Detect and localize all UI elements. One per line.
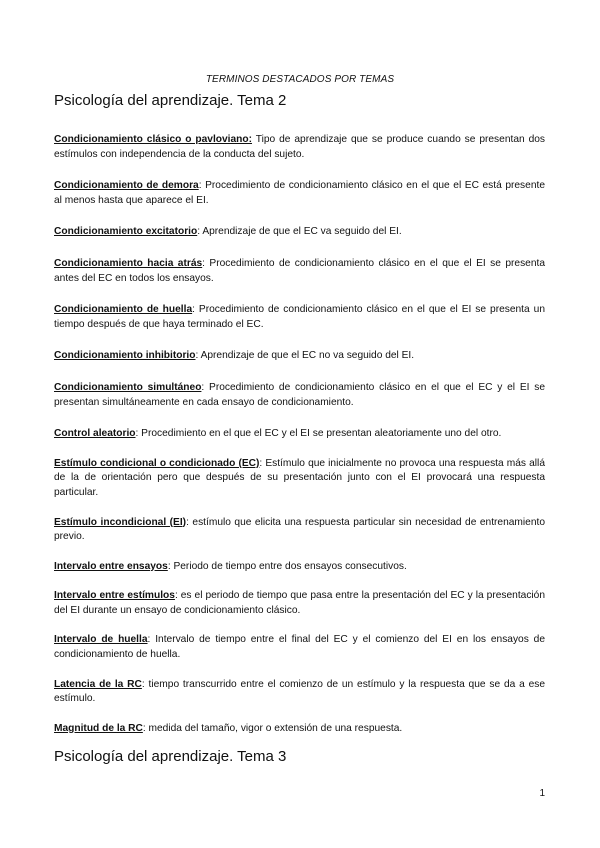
glossary-definition: : estímulo que elicita una respuesta particular sin necesidad de entrenamiento previo. — [54, 516, 546, 543]
glossary-entry — [54, 457, 545, 501]
glossary-term: Condicionamiento excitatorio — [54, 226, 198, 238]
glossary-term: Estímulo incondicional (EI) — [54, 516, 187, 528]
glossary-term: Estímulo condicional o condicionado (EC) — [54, 457, 260, 469]
glossary-definition: : Intervalo de tiempo entre el final del EC y el comienzo del EI en los ensayos de condicionamiento de huella. — [54, 634, 545, 661]
glossary-entry — [54, 257, 545, 286]
glossary-term: Control aleatorio — [54, 428, 136, 440]
glossary-term: Condicionamiento inhibitorio — [54, 350, 196, 362]
glossary-entry — [54, 427, 545, 442]
glossary-definition: : Aprendizaje de que el EC va seguido del EI. — [197, 226, 402, 238]
glossary-term: Magnitud de la RC — [54, 722, 143, 734]
section-heading-tema-3: Psicología del aprendizaje. Tema 3 — [54, 748, 287, 765]
glossary-entry — [54, 516, 545, 545]
glossary-definition: : Procedimiento de condicionamiento clásico en el que el EI se presenta antes del EC en todos los ensayos. — [54, 257, 545, 284]
glossary-definition: : Estímulo que inicialmente no provoca una respuesta más allá de la de orientación pero que después de su presentación junto con el EI provocará una respuesta particular. — [54, 457, 545, 498]
glossary-entry — [54, 349, 545, 364]
glossary-term: Intervalo de huella — [54, 634, 148, 646]
glossary-entry — [54, 225, 545, 240]
glossary-definition: : Procedimiento de condicionamiento clásico en el que el EC y el EI se presentan simultáneamente en cada ensayo de condicionamiento. — [54, 381, 546, 408]
glossary-definition: : Periodo de tiempo entre dos ensayos consecutivos. — [167, 560, 407, 572]
glossary-definition: : Procedimiento de condicionamiento clásico en el que el EI se presenta un tiempo después de que haya terminado el EC. — [54, 304, 545, 330]
glossary-definition: : tiempo transcurrido entre el comienzo de un estímulo y la respuesta que se da a ese estímulo. — [54, 678, 545, 705]
glossary-definition: Tipo de aprendizaje que se produce cuando se presentan dos estímulos con independencia de la conducta del sujeto. — [54, 134, 545, 160]
glossary-entry — [54, 589, 545, 618]
glossary-term: Condicionamiento de demora — [54, 180, 199, 192]
glossary-entry — [54, 560, 545, 575]
glossary-term: Condicionamiento hacia atrás — [54, 257, 203, 269]
glossary-definition: : es el periodo de tiempo que pasa entre la presentación del EC y la presentación del EI durante un ensayo de condicionamiento clásico. — [54, 590, 546, 616]
glossary-entry — [54, 678, 545, 707]
document-title: TERMINOS DESTACADOS POR TEMAS — [205, 74, 395, 85]
glossary-entry — [54, 303, 545, 332]
glossary-definition: : Procedimiento de condicionamiento clásico en el que el EC está presente al menos hasta que aparece el EI. — [54, 180, 545, 206]
glossary-definition: : Aprendizaje de que el EC no va seguido del EI. — [195, 350, 415, 362]
glossary-entry — [54, 179, 545, 208]
glossary-entry — [54, 381, 545, 410]
glossary-term: Intervalo entre estímulos — [54, 590, 175, 602]
glossary-entry — [54, 722, 545, 737]
glossary-term: Intervalo entre ensayos — [54, 560, 168, 572]
glossary-entry — [54, 133, 545, 162]
glossary-entry — [54, 633, 545, 662]
glossary-term: Condicionamiento de huella — [54, 304, 193, 316]
glossary-term: Condicionamiento clásico o pavloviano: — [54, 134, 253, 145]
glossary-definition: : Procedimiento en el que el EC y el EI se presentan aleatoriamente uno del otro. — [135, 428, 502, 440]
glossary-list — [54, 133, 545, 736]
section-heading-tema-2: Psicología del aprendizaje. Tema 2 — [54, 92, 287, 109]
glossary-definition: : medida del tamaño, vigor o extensión de una respuesta. — [142, 722, 403, 734]
glossary-term: Condicionamiento simultáneo — [54, 381, 202, 393]
glossary-term: Latencia de la RC — [54, 678, 142, 690]
page-number: 1 — [539, 788, 545, 799]
